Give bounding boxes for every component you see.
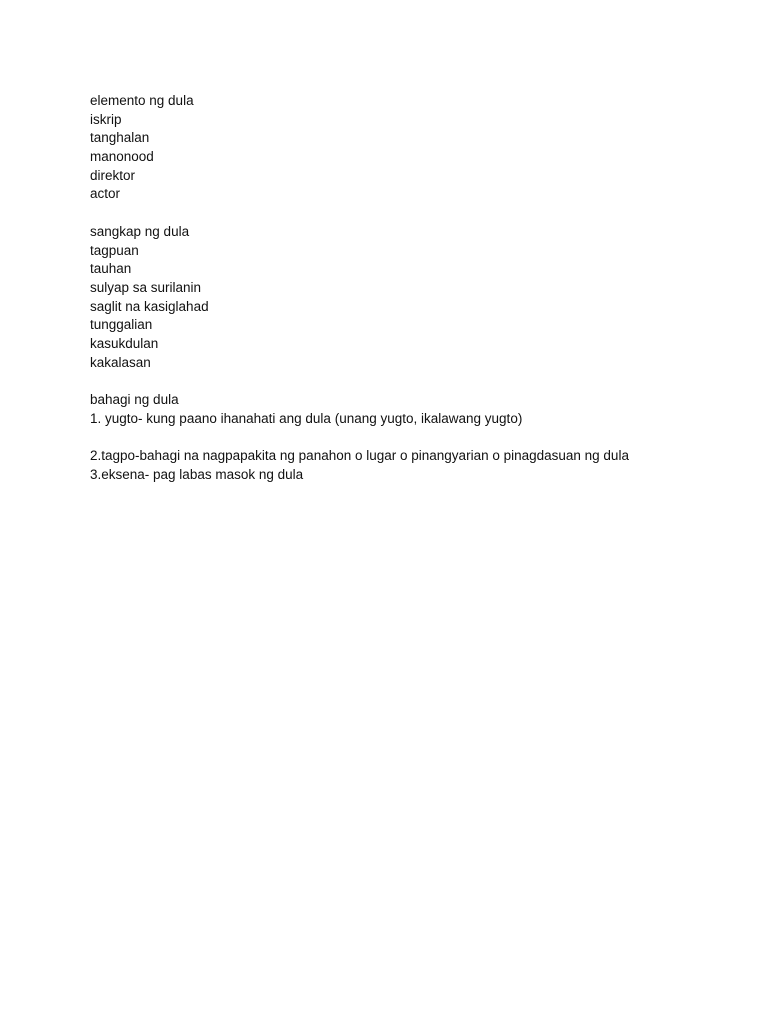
list-item-saglit: saglit na kasiglahad [90,298,209,314]
section-elemento [90,92,730,204]
list-item-eksena: 3.eksena- pag labas masok ng dula [90,466,304,482]
blank-line [90,372,730,391]
list-item-direktor: direktor [90,167,136,183]
list-item-tunggalian: tunggalian [90,317,153,333]
section-heading-bahagi: bahagi ng dula [90,392,179,407]
blank-line [90,428,730,447]
blank-line [90,204,730,223]
list-item-sulyap: sulyap sa surilanin [90,279,202,295]
list-item-manonood: manonood [90,149,154,165]
list-item-kakalasan: kakalasan [90,354,151,370]
list-item-tanghalan: tanghalan [90,130,150,146]
section-heading-elemento: elemento ng dula [90,93,194,108]
list-item-tauhan: tauhan [90,261,132,277]
section-heading-sangkap: sangkap ng dula [90,223,190,239]
document-body [90,92,730,484]
section-bahagi [90,391,730,484]
list-item-tagpuan: tagpuan [90,242,139,258]
list-item-actor: actor [90,186,121,202]
list-item-iskrip: iskrip [90,111,122,127]
section-sangkap [90,223,730,373]
list-item-yugto: 1. yugto- kung paano ihanahati ang dula (unang yugto, ikalawang yugto) [90,410,523,426]
list-item-kasukdulan: kasukdulan [90,335,159,351]
list-item-tagpo: 2.tagpo-bahagi na nagpapakita ng panahon o lugar o pinangyarian o pinagdasuan ng dula [90,448,629,464]
